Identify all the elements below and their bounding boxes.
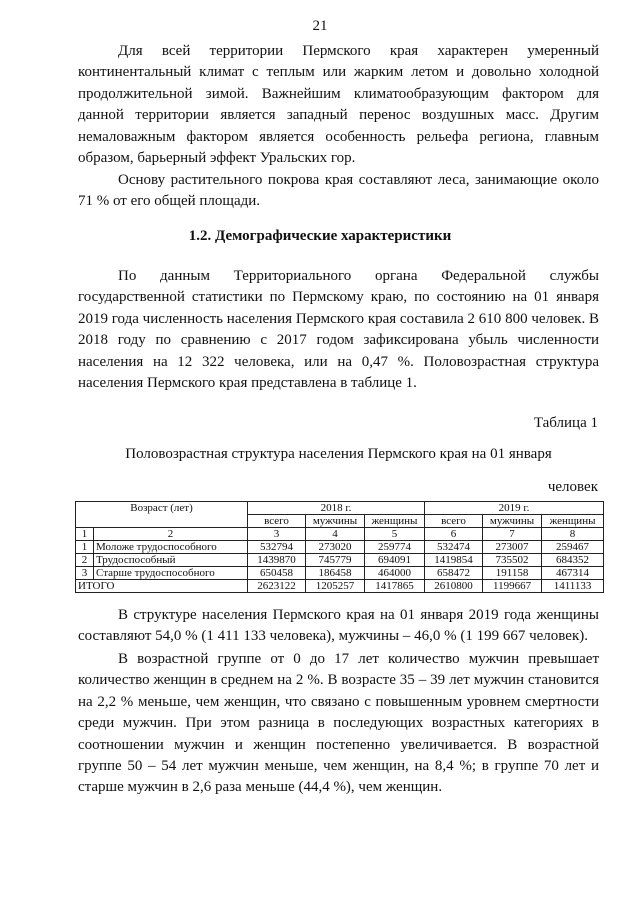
paragraph-gender-share: В структуре населения Пермского края на 01 января 2019 года женщины составляют 54,0 % (1 411 133 человека), мужчины – 46,0 % (1 199 667 человек). bbox=[78, 607, 599, 645]
table-cell: 694091 bbox=[365, 554, 425, 567]
table-cell: 1205257 bbox=[306, 580, 365, 593]
table-label: Таблица 1 bbox=[533, 415, 598, 431]
column-number: 2 bbox=[94, 528, 248, 541]
women-2019-header: женщины bbox=[542, 515, 604, 528]
row-number: 1 bbox=[76, 541, 94, 554]
column-number: 3 bbox=[248, 528, 306, 541]
age-group-name: Моложе трудоспособного bbox=[94, 541, 248, 554]
table-cell: 745779 bbox=[306, 554, 365, 567]
table-cell: 735502 bbox=[483, 554, 542, 567]
column-number: 1 bbox=[76, 528, 94, 541]
table-cell: 684352 bbox=[542, 554, 604, 567]
paragraph-vegetation: Основу растительного покрова края составляют леса, занимающие около 71 % от его общей площади. bbox=[78, 172, 599, 210]
table-total-row bbox=[76, 580, 604, 593]
table-cell: 532794 bbox=[248, 541, 306, 554]
table-cell: 658472 bbox=[425, 567, 483, 580]
men-2019-header: мужчины bbox=[483, 515, 542, 528]
table-cell: 273020 bbox=[306, 541, 365, 554]
table-cell: 1411133 bbox=[542, 580, 604, 593]
paragraph-climate: Для всей территории Пермского края характерен умеренный континентальный климат с теплым или жарким летом и довольно холодной продолжительной зимой. Важнейшим климатообразующим фактором для данной территории является западный перенос воздушных масс. Другим немаловажным фактором является особенность рельефа региона, главным образом, барьерный эффект Уральских гор. bbox=[78, 43, 599, 167]
total-2019-header: всего bbox=[425, 515, 483, 528]
table-cell: 650458 bbox=[248, 567, 306, 580]
table-cell: 259774 bbox=[365, 541, 425, 554]
table-cell: 259467 bbox=[542, 541, 604, 554]
total-row-label: ИТОГО bbox=[76, 580, 248, 593]
table-cell: 273007 bbox=[483, 541, 542, 554]
table-header-row bbox=[76, 502, 604, 515]
table-cell: 532474 bbox=[425, 541, 483, 554]
year-2018-header: 2018 г. bbox=[248, 502, 425, 515]
table-cell: 1417865 bbox=[365, 580, 425, 593]
table-cell: 467314 bbox=[542, 567, 604, 580]
year-2019-header: 2019 г. bbox=[425, 502, 604, 515]
total-2018-header: всего bbox=[248, 515, 306, 528]
table-cell: 1199667 bbox=[483, 580, 542, 593]
row-number: 2 bbox=[76, 554, 94, 567]
table-cell: 1439870 bbox=[248, 554, 306, 567]
page-number: 21 bbox=[312, 18, 328, 34]
table-cell: 464000 bbox=[365, 567, 425, 580]
section-heading: 1.2. Демографические характеристики bbox=[188, 228, 452, 244]
column-number: 5 bbox=[365, 528, 425, 541]
table-units: человек bbox=[547, 479, 598, 495]
table-row bbox=[76, 567, 604, 580]
age-group-name: Трудоспособный bbox=[94, 554, 248, 567]
table-cell: 2623122 bbox=[248, 580, 306, 593]
paragraph-population: По данным Территориального органа Федеральной службы государственной статистики по Пермскому краю, по состоянию на 01 января 2019 года численность населения Пермского края составила 2 610 800 человек. В 2018 году по сравнению с 2017 годом зафиксирована убыль численности населения на 12 322 человека, или на 0,47 %. Половозрастная структура населения Пермского края представлена в таблице 1. bbox=[78, 268, 599, 392]
column-number: 8 bbox=[542, 528, 604, 541]
paragraph-age-groups: В возрастной группе от 0 до 17 лет количество мужчин превышает количество женщин в среднем на 2 %. В возрасте 35 – 39 лет мужчин становится на 2,2 % меньше, чем женщин, что связано с повышенным уровнем смертности среди мужчин. При этом разница в последующих возрастных категориях в соотношении мужчин и женщин постепенно увеличивается. В возрастной группе 50 – 54 лет мужчин меньше, чем женщин, на 8,4 %; в группе 70 лет и старше мужчин в 2,6 раза меньше (44,4 %), чем женщин. bbox=[78, 651, 599, 796]
table-cell: 2610800 bbox=[425, 580, 483, 593]
table-cell: 186458 bbox=[306, 567, 365, 580]
demographic-table bbox=[75, 501, 604, 593]
column-number: 4 bbox=[306, 528, 365, 541]
men-2018-header: мужчины bbox=[306, 515, 365, 528]
row-number: 3 bbox=[76, 567, 94, 580]
age-group-name: Старше трудоспособного bbox=[94, 567, 248, 580]
column-number: 6 bbox=[425, 528, 483, 541]
women-2018-header: женщины bbox=[365, 515, 425, 528]
age-column-header: Возраст (лет) bbox=[76, 502, 248, 528]
table-row bbox=[76, 554, 604, 567]
column-number: 7 bbox=[483, 528, 542, 541]
table-cell: 191158 bbox=[483, 567, 542, 580]
table-cell: 1419854 bbox=[425, 554, 483, 567]
table-caption: Половозрастная структура населения Пермского края на 01 января bbox=[125, 446, 552, 462]
table-row bbox=[76, 541, 604, 554]
column-number-row bbox=[76, 528, 604, 541]
